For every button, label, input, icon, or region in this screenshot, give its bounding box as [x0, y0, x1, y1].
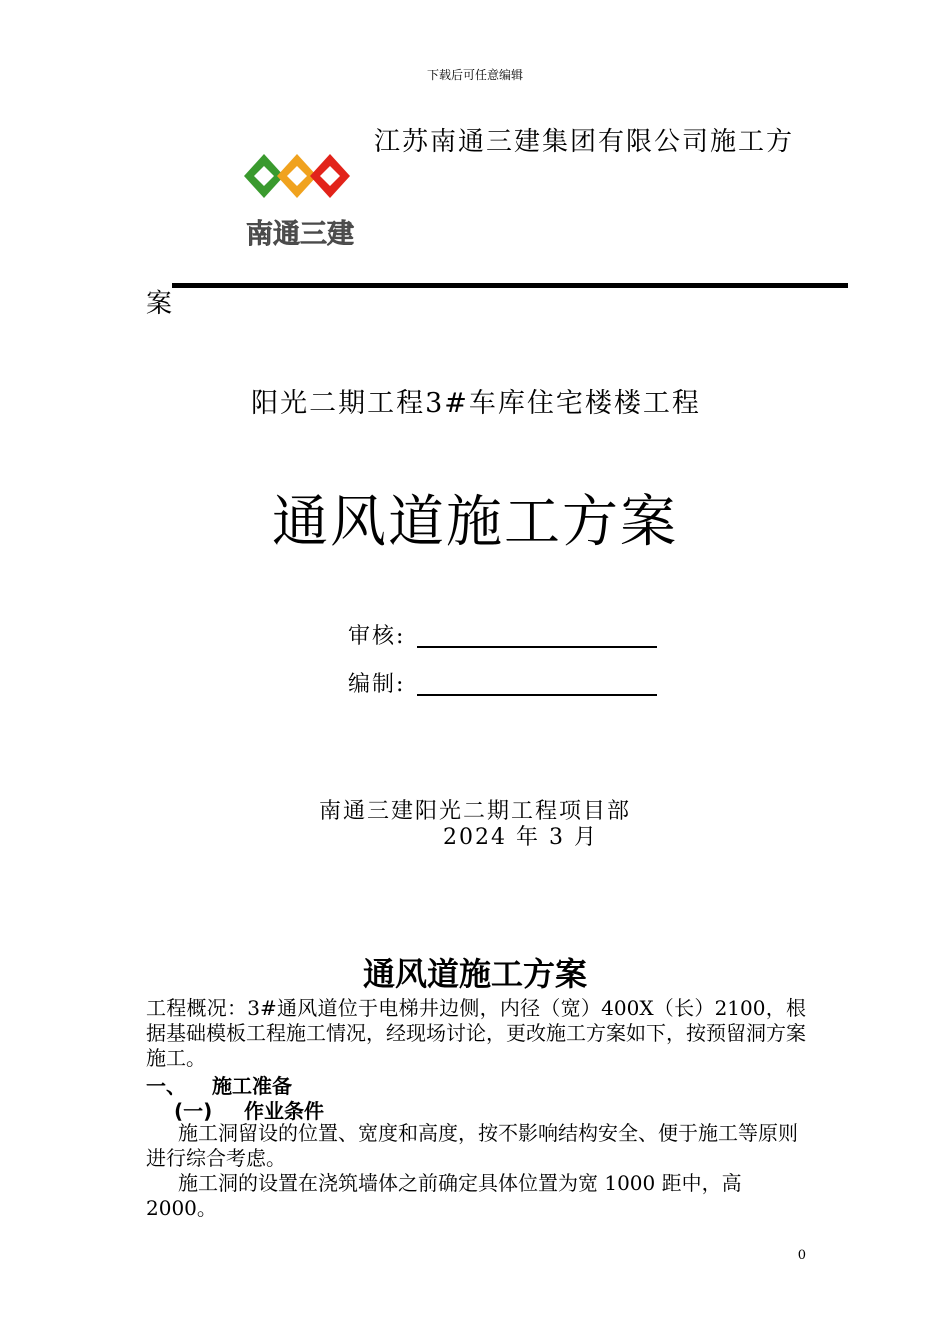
project-department: 南通三建阳光二期工程项目部 [318, 799, 631, 824]
company-name-line1: 江苏南通三建集团有限公司施工方 [374, 127, 795, 157]
page-number: 0 [797, 1248, 806, 1263]
red-diamond [310, 154, 350, 198]
prepare-signature-line [417, 694, 657, 696]
subsection-heading-1 [174, 1095, 324, 1124]
cover-title: 通风道施工方案 [272, 490, 678, 555]
paragraph-1: 施工洞留设的位置、宽度和高度，按不影响结构安全、便于施工等原则进行综合考虑。 [146, 1121, 798, 1170]
review-label: 审核: [348, 624, 406, 649]
project-name: 阳光二期工程3#车库住宅楼楼工程 [251, 388, 701, 419]
three-diamond-logo-icon [238, 148, 362, 252]
company-name-line2: 案 [146, 289, 173, 319]
header-divider [172, 283, 848, 288]
prepare-signature-row [348, 668, 657, 698]
logo-text: 南通三建 [246, 219, 354, 250]
project-overview: 工程概况：3#通风道位于电梯井边侧，内径（宽）400X（长）2100，根据基础模板工程施工情况，经现场讨论，更改施工方案如下，按预留洞方案施工。 [146, 996, 806, 1070]
header-note: 下载后可任意编辑 [426, 68, 523, 82]
review-signature-row [348, 620, 657, 650]
section-heading-text: 施工准备 [212, 1074, 292, 1098]
subsection-number: (一) [174, 1099, 213, 1123]
section-number: 一、 [146, 1074, 186, 1098]
section-title: 通风道施工方案 [362, 955, 587, 993]
prepare-label: 编制: [348, 672, 406, 697]
company-logo [238, 148, 362, 252]
subsection-heading-text: 作业条件 [244, 1099, 324, 1123]
review-signature-line [417, 646, 657, 648]
paragraph-2: 施工洞的设置在浇筑墙体之前确定具体位置为宽 1000 距中，高 2000。 [146, 1171, 742, 1220]
cover-date: 2024 年 3 月 [443, 825, 598, 850]
